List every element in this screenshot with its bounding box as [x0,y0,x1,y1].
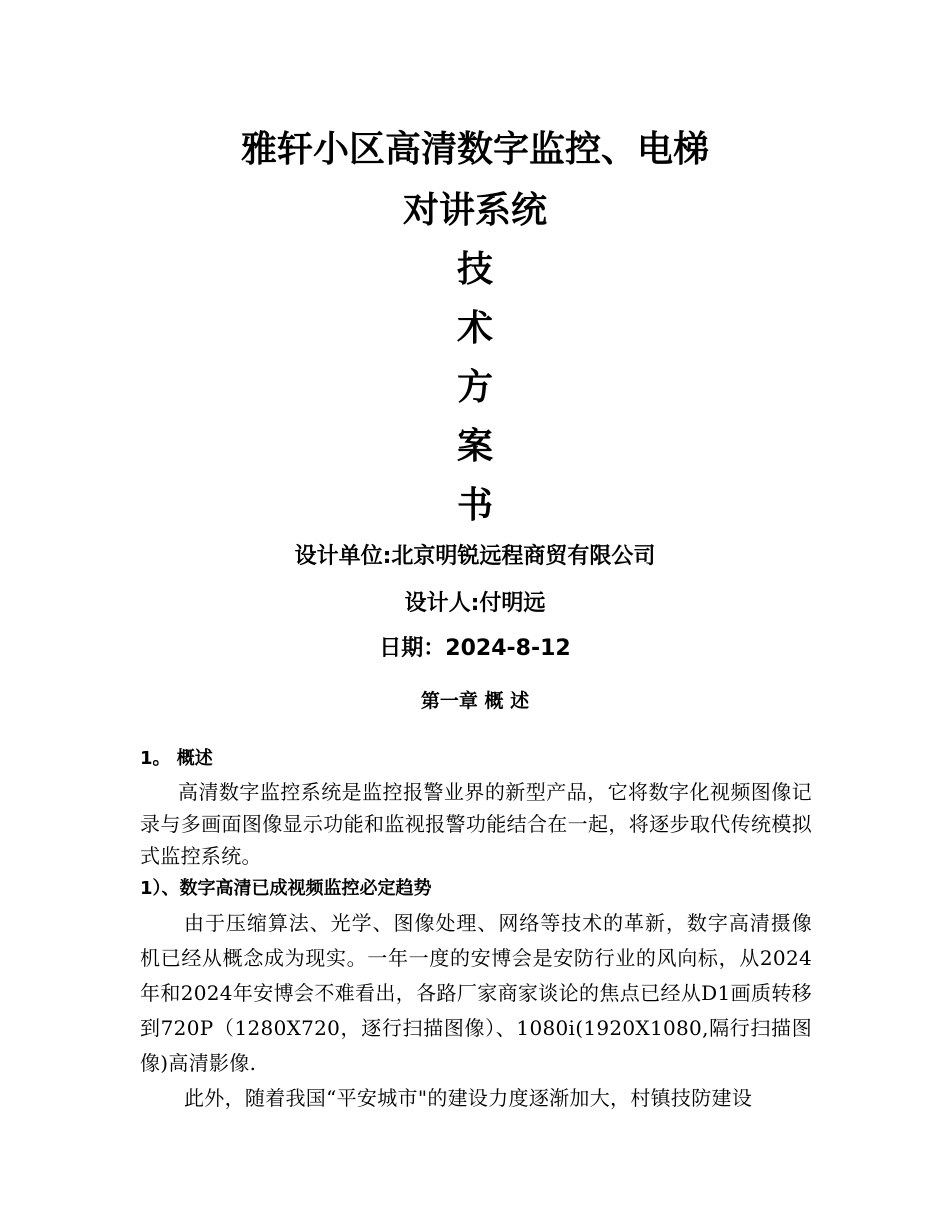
section-heading-overview: 1。 概述 [140,748,213,769]
section-heading-hd-trend: 1）、数字高清已成视频监控必定趋势 [140,878,432,899]
document-title-char-shu2: 书 [456,485,493,526]
design-unit: 设计单位:北京明锐远程商贸有限公司 [294,544,656,569]
document-date: 日期：2024-8-12 [379,636,571,661]
document-title-line-1: 雅轩小区高清数字监控、电梯 [240,129,709,170]
section-paragraph-overview: 高清数字监控系统是监控报警业界的新型产品，它将数字化视频图像记录与多画面图像显示功能和监视报警功能结合在一起，将逐步取代传统模拟式监控系统。 [140,780,812,868]
document-title-char-ji: 技 [456,249,493,290]
chapter-title: 第一章 概 述 [420,690,530,712]
section-paragraph-hd-trend: 由于压缩算法、光学、图像处理、网络等技术的革新，数字高清摄像机已经从概念成为现实。一年一度的安博会是安防行业的风向标，从2024年和2024年安博会不难看出，各路厂家商家谈论的焦点已经从D1画质转移到720P（1280X720，逐行扫描图像）、1080i(1920X1080,隔行扫描图像)高清影像. [140,911,812,1075]
document-title-char-fang: 方 [456,367,493,408]
section-paragraph-safe-city: 此外，随着我国“平安城市"的建设力度逐渐加大，村镇技防建设 [184,1086,753,1110]
document-title-char-an: 案 [456,426,493,467]
document-title-line-2: 对讲系统 [402,190,547,231]
document-title-char-shu: 术 [456,308,493,349]
designer: 设计人:付明远 [404,591,546,616]
